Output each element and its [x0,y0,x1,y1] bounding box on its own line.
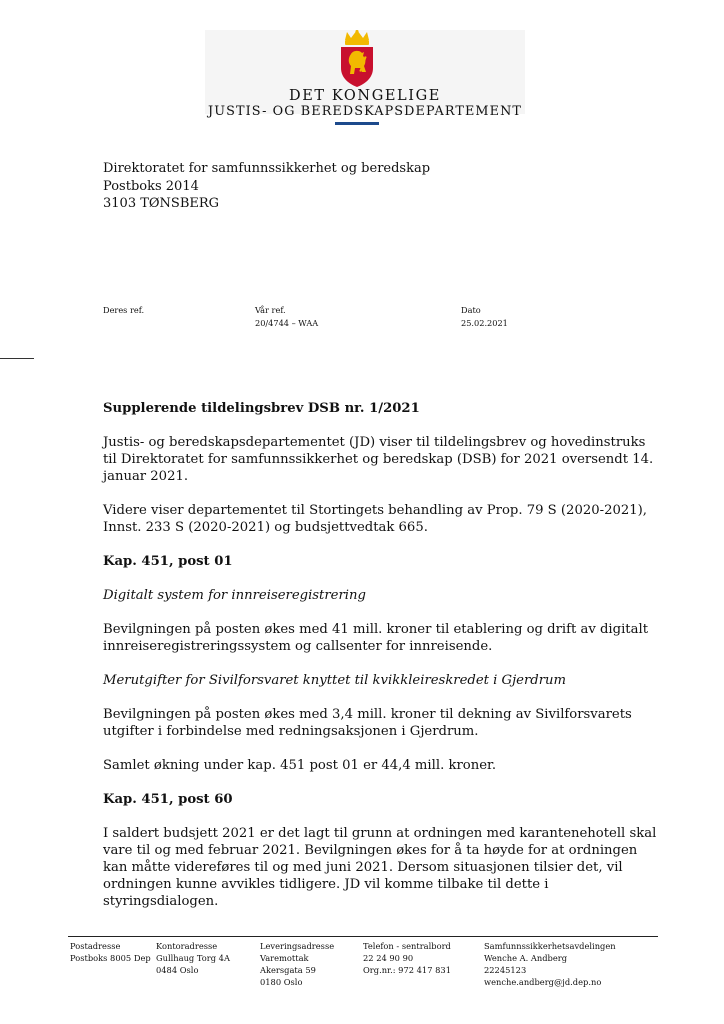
paragraph: Justis- og beredskapsdepartementet (JD) viser til tildelingsbrev og hovedinstruks til Direktoratet for samfunnssikkerhet og beredskap (DSB) for 2021 oversendt 14. januar 2021. [103,435,654,484]
date-label: Dato [461,305,481,315]
date-value: 25.02.2021 [461,318,508,328]
section-heading: Kap. 451, post 01 [103,554,233,569]
paragraph: Bevilgningen på posten økes med 41 mill. kroner til etablering og drift av digitalt innreiseregistreringssystem og callsenter for innreisende. [103,622,648,654]
paragraph: I saldert budsjett 2021 er det lagt til grunn at ordningen med karantenehotell skal vare til og med februar 2021. Bevilgningen økes for å ta høyde for at ordningen kan måtte videreføres til og med juni 2021. Dersom situasjonen tilsier det, vil ordningen kunne avvikles tidligere. JD vil komme tilbake til dette i styringsdialogen. [103,826,657,909]
recipient-line: Postboks 2014 [103,178,199,194]
deres-ref [103,304,144,317]
crown-icon [345,30,369,45]
var-ref-label: Vår ref. [255,305,286,315]
footer-value: Wenche A. Andberg [484,953,568,963]
letter-title: Supplerende tildelingsbrev DSB nr. 1/2021 [103,401,420,416]
recipient-address [103,160,430,213]
footer-value: 0484 Oslo [156,965,199,975]
var-ref-value: 20/4744 – WAA [255,318,319,328]
footer-value: Postboks 8005 Dep [70,953,151,963]
ministry-title-line2: JUSTIS- OG BEREDSKAPSDEPARTEMENT [207,104,523,119]
footer-leveringsadresse [260,940,334,988]
footer-kontoradresse [156,940,230,976]
footer-value: Akersgata 59 [260,965,316,975]
recipient-line: Direktoratet for samfunnssikkerhet og beredskap [103,161,431,176]
footer-email: wenche.andberg@jd.dep.no [484,977,602,987]
footer-label: Telefon - sentralbord [363,941,451,951]
footer-avdeling [484,940,616,988]
deres-ref-label: Deres ref. [103,305,145,315]
date-ref [461,304,508,330]
footer-label: Samfunnssikkerhetsavdelingen [484,941,616,951]
section-heading: Kap. 451, post 60 [103,792,233,807]
paragraph: Bevilgningen på posten økes med 3,4 mill. kroner til dekning av Sivilforsvarets utgifter i forbindelse med redningsaksjonen i Gjerdrum. [103,707,632,739]
footer-value: Varemottak [260,953,309,963]
footer-label: Kontoradresse [156,941,218,951]
fold-mark [0,358,34,359]
subsection-heading: Merutgifter for Sivilforsvaret knyttet til kvikkleireskredet i Gjerdrum [103,673,567,688]
subsection-heading: Digitalt system for innreiseregistrering [103,588,366,603]
coat-of-arms-icon [333,30,381,88]
footer-value: 22 24 90 90 [363,953,414,963]
paragraph: Samlet økning under kap. 451 post 01 er 44,4 mill. kroner. [103,758,497,773]
footer-rule [68,936,658,937]
footer-value: Org.nr.: 972 417 831 [363,965,451,975]
paragraph: Videre viser departementet til Stortingets behandling av Prop. 79 S (2020-2021), Innst. 233 S (2020-2021) og budsjettvedtak 665. [103,503,647,535]
footer-value: 22245123 [484,965,527,975]
footer-value: 0180 Oslo [260,977,303,987]
footer-postadresse [70,940,151,964]
footer-telefon [363,940,451,976]
footer-value: Gullhaug Torg 4A [156,953,230,963]
footer-label: Postadresse [70,941,121,951]
ministry-title-line1: DET KONGELIGE [288,88,441,104]
recipient-line: 3103 TØNSBERG [103,196,220,211]
letterhead [205,30,525,128]
footer-label: Leveringsadresse [260,941,335,951]
letter-body [103,400,663,927]
var-ref [255,304,318,330]
letterhead-rule [335,122,379,125]
